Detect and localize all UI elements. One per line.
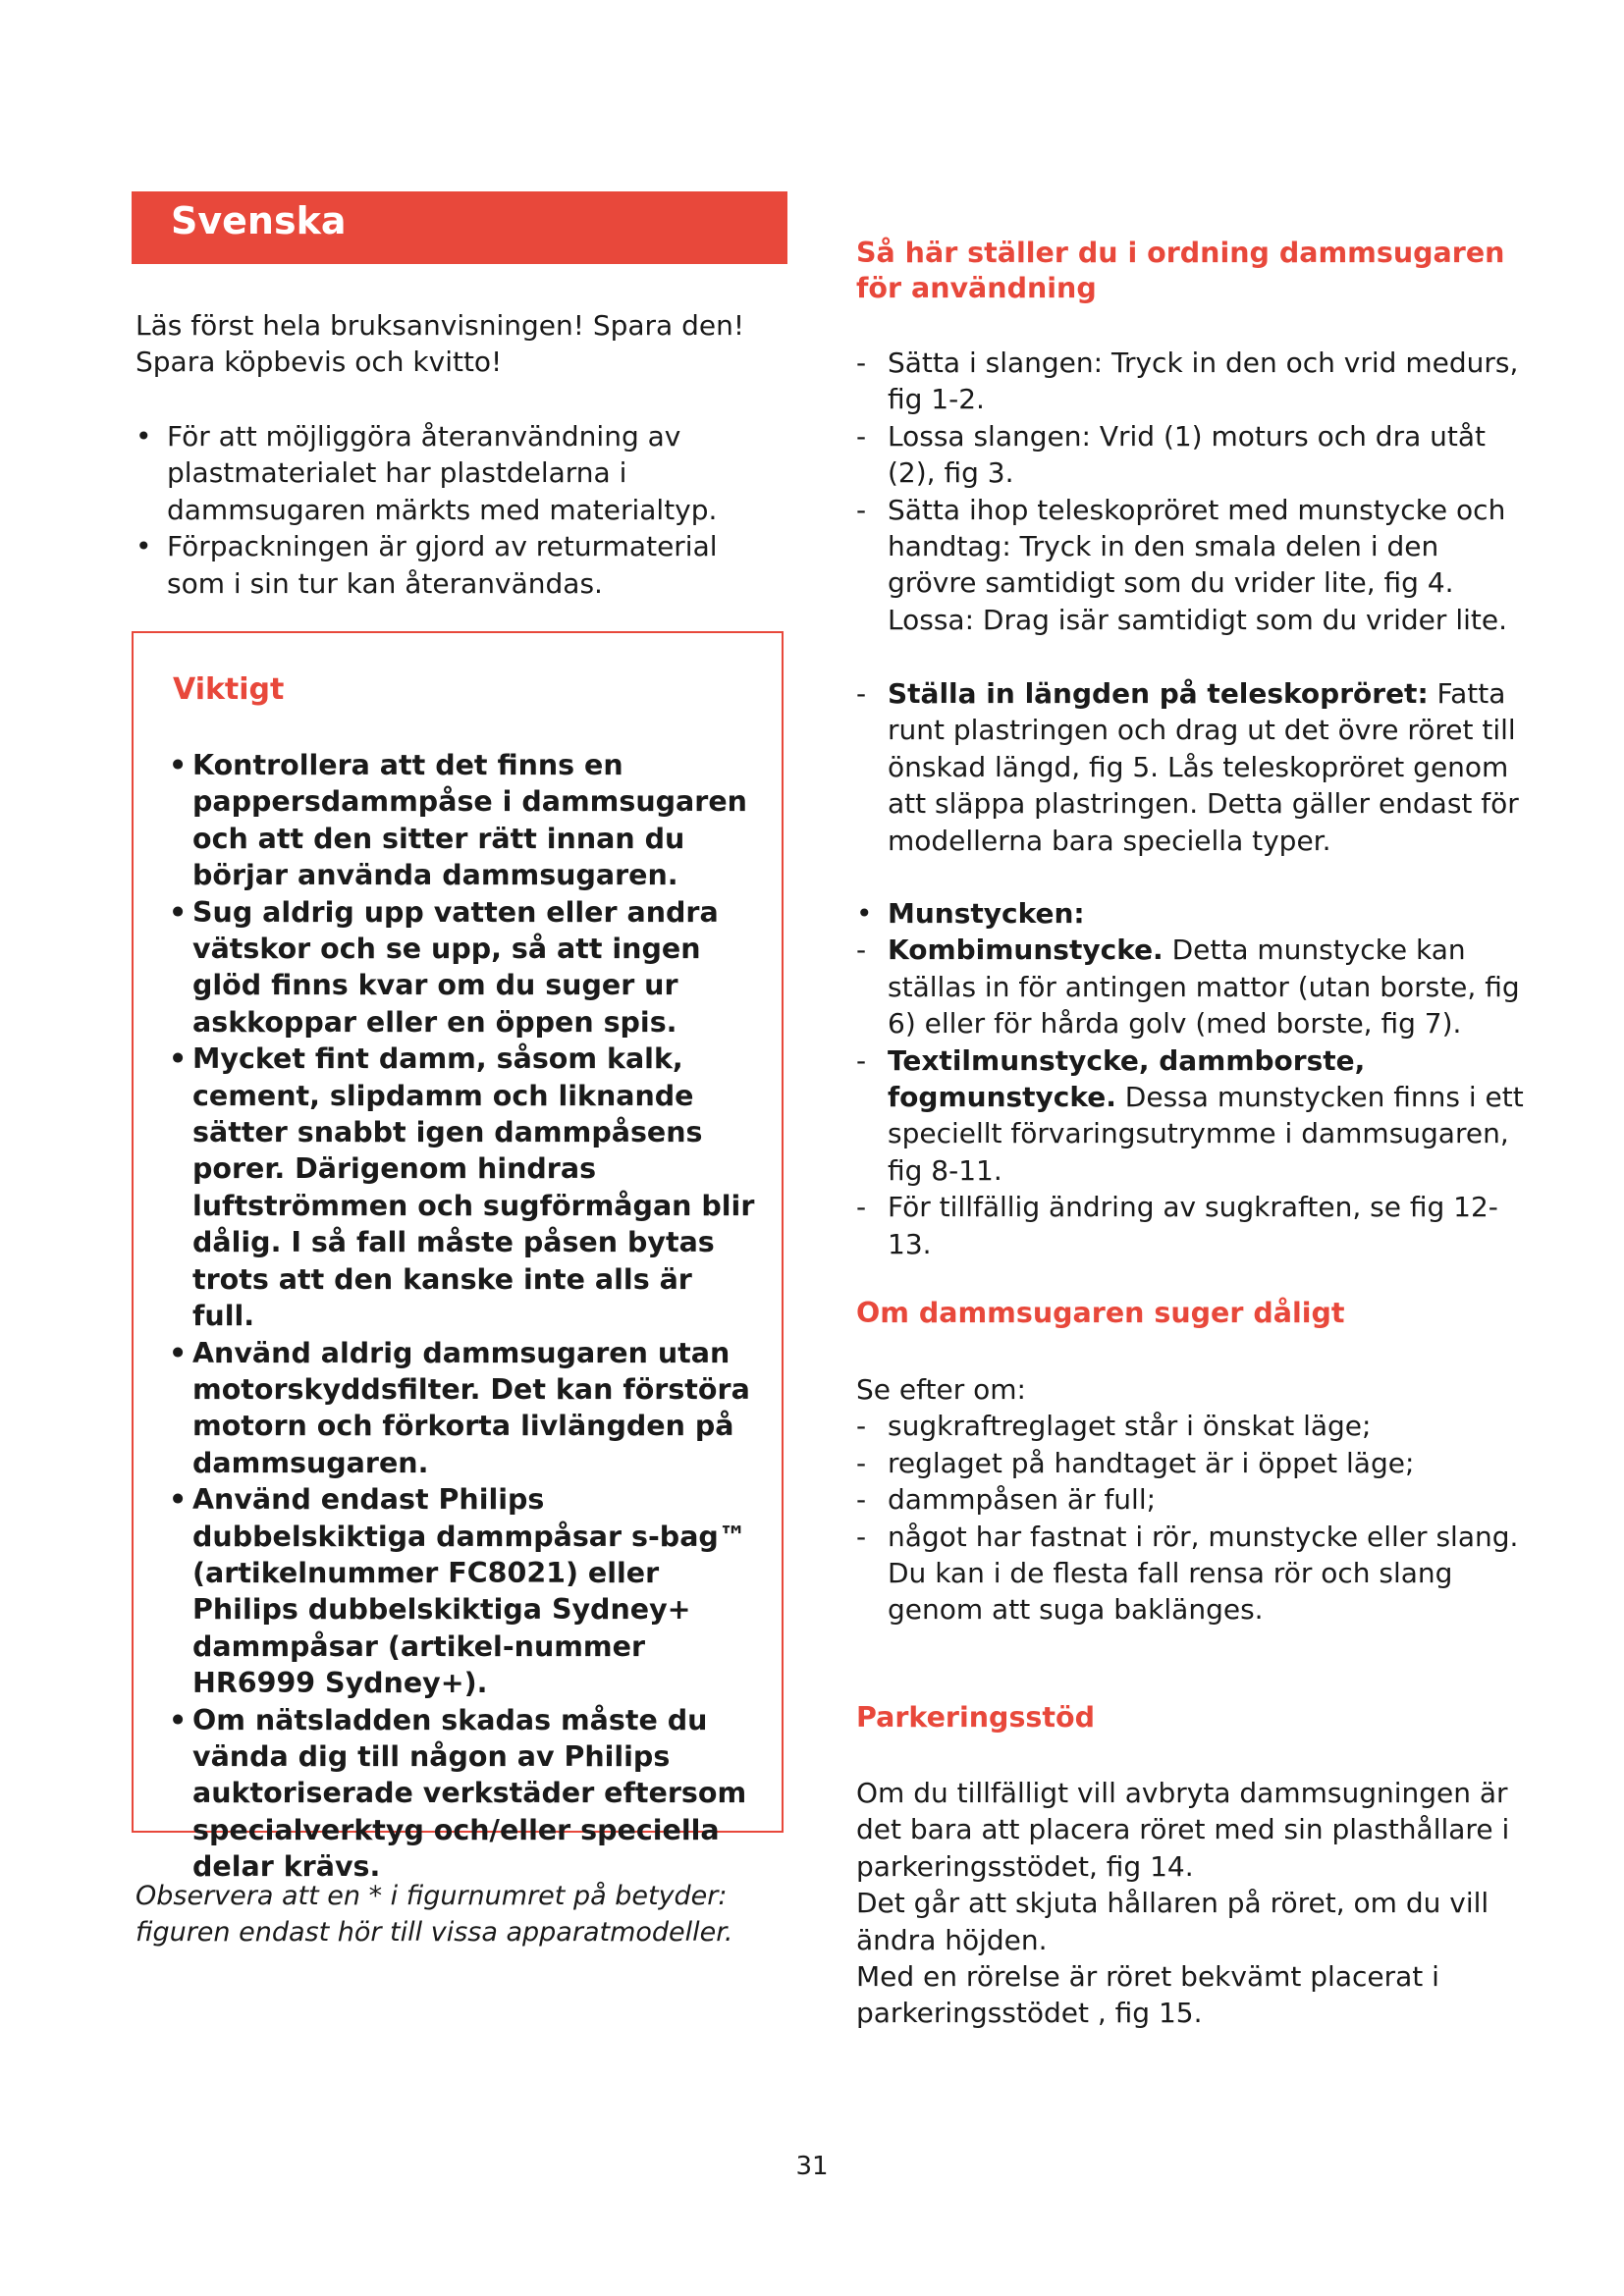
paragraph: Det går att skjuta hållaren på röret, om du vill ändra höjden. [856, 1887, 1489, 1956]
list-item-text: Använd endast Philips dubbelskiktiga dammpåsar s-bag™ (artikelnummer FC8021) eller Philips dubbelskiktiga Sydney+ dammpåsar (artikel-nummer HR6999 Sydney+). [192, 1483, 747, 1700]
bullet-marker: • [135, 530, 152, 563]
bullet-marker: • [169, 1703, 188, 1736]
list-item [169, 894, 758, 1041]
list-item-text: Sätta ihop teleskopröret med munstycke och handtag: Tryck in den smala delen i den grövre samtidigt som du vrider lite, fig 4. Lossa: Drag isär samtidigt som du vrider lite. [888, 493, 1507, 636]
bullet-marker: • [856, 897, 873, 930]
list-item-text: För tillfällig ändring av sugkraften, se fig 12-13. [888, 1191, 1498, 1260]
dash-marker: - [856, 1520, 867, 1553]
dash-marker: - [856, 934, 867, 967]
list-item [856, 1042, 1524, 1190]
list-item-text: Mycket fint damm, såsom kalk, cement, slipdamm och liknande sätter snabbt igen dammpåsens porer. Därigenom hindras luftströmmen och sugförmågan blir dålig. I så fall måste påsen bytas trots att den kanske inte alls är full. [192, 1042, 755, 1333]
parking-title: Parkeringsstöd [856, 1701, 1095, 1734]
list-item [856, 1519, 1524, 1629]
list-item [135, 418, 784, 528]
bullet-marker: • [169, 895, 188, 929]
list-item-text: För att möjliggöra återanvändning av plastmaterialet har plastdelarna i dammsugaren märkts med materialtyp. [167, 420, 718, 526]
poor-suction-list [856, 1371, 1524, 1629]
note-line: figuren endast hör till vissa apparatmodeller. [135, 1917, 733, 1949]
list-item [169, 747, 758, 894]
intro-line: Spara köpbevis och kvitto! [135, 346, 503, 379]
bullet-marker: • [169, 1042, 188, 1076]
list-item-text: Lossa slangen: Vrid (1) moturs och dra utåt (2), fig 3. [888, 419, 1487, 490]
bullet-marker: • [169, 1336, 188, 1369]
length-section [856, 675, 1524, 859]
list-item [135, 528, 784, 602]
prep-list [856, 345, 1524, 638]
dash-marker: - [856, 493, 867, 526]
list-item [856, 895, 1524, 932]
list-item [169, 1702, 758, 1886]
dash-marker: - [856, 1043, 867, 1077]
prep-title: Så här ställer du i ordning dammsugaren för användning [856, 237, 1505, 304]
list-item-text: Fatta runt plastringen och drag ut det övre röret till önskad längd, fig 5. Lås teleskopröret genom att släppa plastringen. Detta gäller endast för modellerna bara speciella typer. [888, 677, 1519, 857]
list-item [856, 932, 1524, 1041]
list-item [856, 675, 1524, 859]
recycling-list [135, 418, 784, 602]
list-item [856, 1481, 1524, 1518]
nozzles-section [856, 895, 1524, 1262]
list-item-text: dammpåsen är full; [888, 1483, 1157, 1517]
figure-note [135, 1878, 784, 1951]
dash-marker: - [856, 347, 867, 379]
list-item-text: Använd aldrig dammsugaren utan motorskyddsfilter. Det kan förstöra motorn och förkorta livlängden på dammsugaren. [192, 1336, 750, 1479]
dash-marker: - [856, 1446, 867, 1479]
poor-suction-title: Om dammsugaren suger dåligt [856, 1297, 1345, 1329]
list-item [856, 345, 1524, 418]
bullet-marker: • [169, 1483, 188, 1517]
dash-marker: - [856, 677, 867, 710]
language-header [132, 191, 787, 264]
bullet-marker: • [169, 749, 188, 781]
important-title: Viktigt [173, 672, 285, 707]
intro-text [135, 307, 784, 381]
parking-section [856, 1700, 1524, 1735]
combi-label: Kombimunstycke. [888, 934, 1164, 967]
nozzles-heading: Munstycken: [888, 897, 1085, 930]
poor-suction-section [856, 1296, 1524, 1331]
language-title: Svenska [171, 199, 347, 242]
dash-marker: - [856, 1483, 867, 1517]
paragraph: Om du tillfälligt vill avbryta dammsugningen är det bara att placera röret med sin plasthållare i parkeringsstödet, fig 14. [856, 1777, 1510, 1883]
dash-marker: - [856, 419, 867, 453]
list-item-text: Detta munstycke kan ställas in för antingen mattor (utan borste, fig 6) eller för hårda golv (med borste, fig 7). [888, 934, 1520, 1041]
list-item-text: sugkraftreglaget står i önskat läge; [888, 1410, 1372, 1443]
list-item [856, 1189, 1524, 1262]
list-item [169, 1481, 758, 1701]
list-item [856, 1445, 1524, 1481]
textile-label: Textilmunstycke, dammborste, fogmunstycke. [888, 1043, 1366, 1114]
page-number: 31 [795, 2152, 829, 2181]
list-item-text: Förpackningen är gjord av returmaterial som i sin tur kan återanvändas. [167, 530, 718, 600]
intro-line: Läs först hela bruksanvisningen! Spara den! [135, 309, 745, 342]
list-item [856, 418, 1524, 492]
bullet-marker: • [135, 420, 152, 453]
list-item-text: Om nätsladden skadas måste du vända dig till någon av Philips auktoriserade verkstäder eftersom specialverktyg och/eller speciella delar krävs. [192, 1703, 747, 1884]
list-item-text: Sug aldrig upp vatten eller andra vätskor och se upp, så att ingen glöd finns kvar om du suger ur askkoppar eller en öppen spis. [192, 895, 719, 1039]
dash-marker: - [856, 1191, 867, 1224]
list-item-text: Dessa munstycken finns i ett speciellt förvaringsutrymme i dammsugaren, fig 8-11. [888, 1081, 1524, 1187]
list-item [169, 1335, 758, 1482]
length-label: Ställa in längden på teleskopröret: [888, 677, 1429, 710]
list-item-text: Kontrollera att det finns en pappersdammpåse i dammsugaren och att den sitter rätt innan du börjar använda dammsugaren. [192, 749, 747, 892]
dash-marker: - [856, 1410, 867, 1443]
list-item-text: något har fastnat i rör, munstycke eller slang. Du kan i de flesta fall rensa rör och slang genom att suga baklänges. [888, 1520, 1519, 1627]
prep-section [856, 236, 1524, 306]
paragraph: Med en rörelse är röret bekvämt placerat i parkeringsstödet , fig 15. [856, 1960, 1439, 2030]
important-list [169, 747, 758, 1886]
list-item-text: reglaget på handtaget är i öppet läge; [888, 1446, 1415, 1479]
poor-suction-intro: Se efter om: [856, 1373, 1026, 1406]
list-item [856, 1408, 1524, 1444]
list-item [856, 492, 1524, 639]
important-box [132, 631, 784, 1884]
list-item [169, 1041, 758, 1334]
note-line: Observera att en * i figurnumret på betyder: [135, 1881, 728, 1911]
parking-text [856, 1775, 1524, 2032]
list-item-text: Sätta i slangen: Tryck in den och vrid medurs, fig 1-2. [888, 347, 1519, 416]
